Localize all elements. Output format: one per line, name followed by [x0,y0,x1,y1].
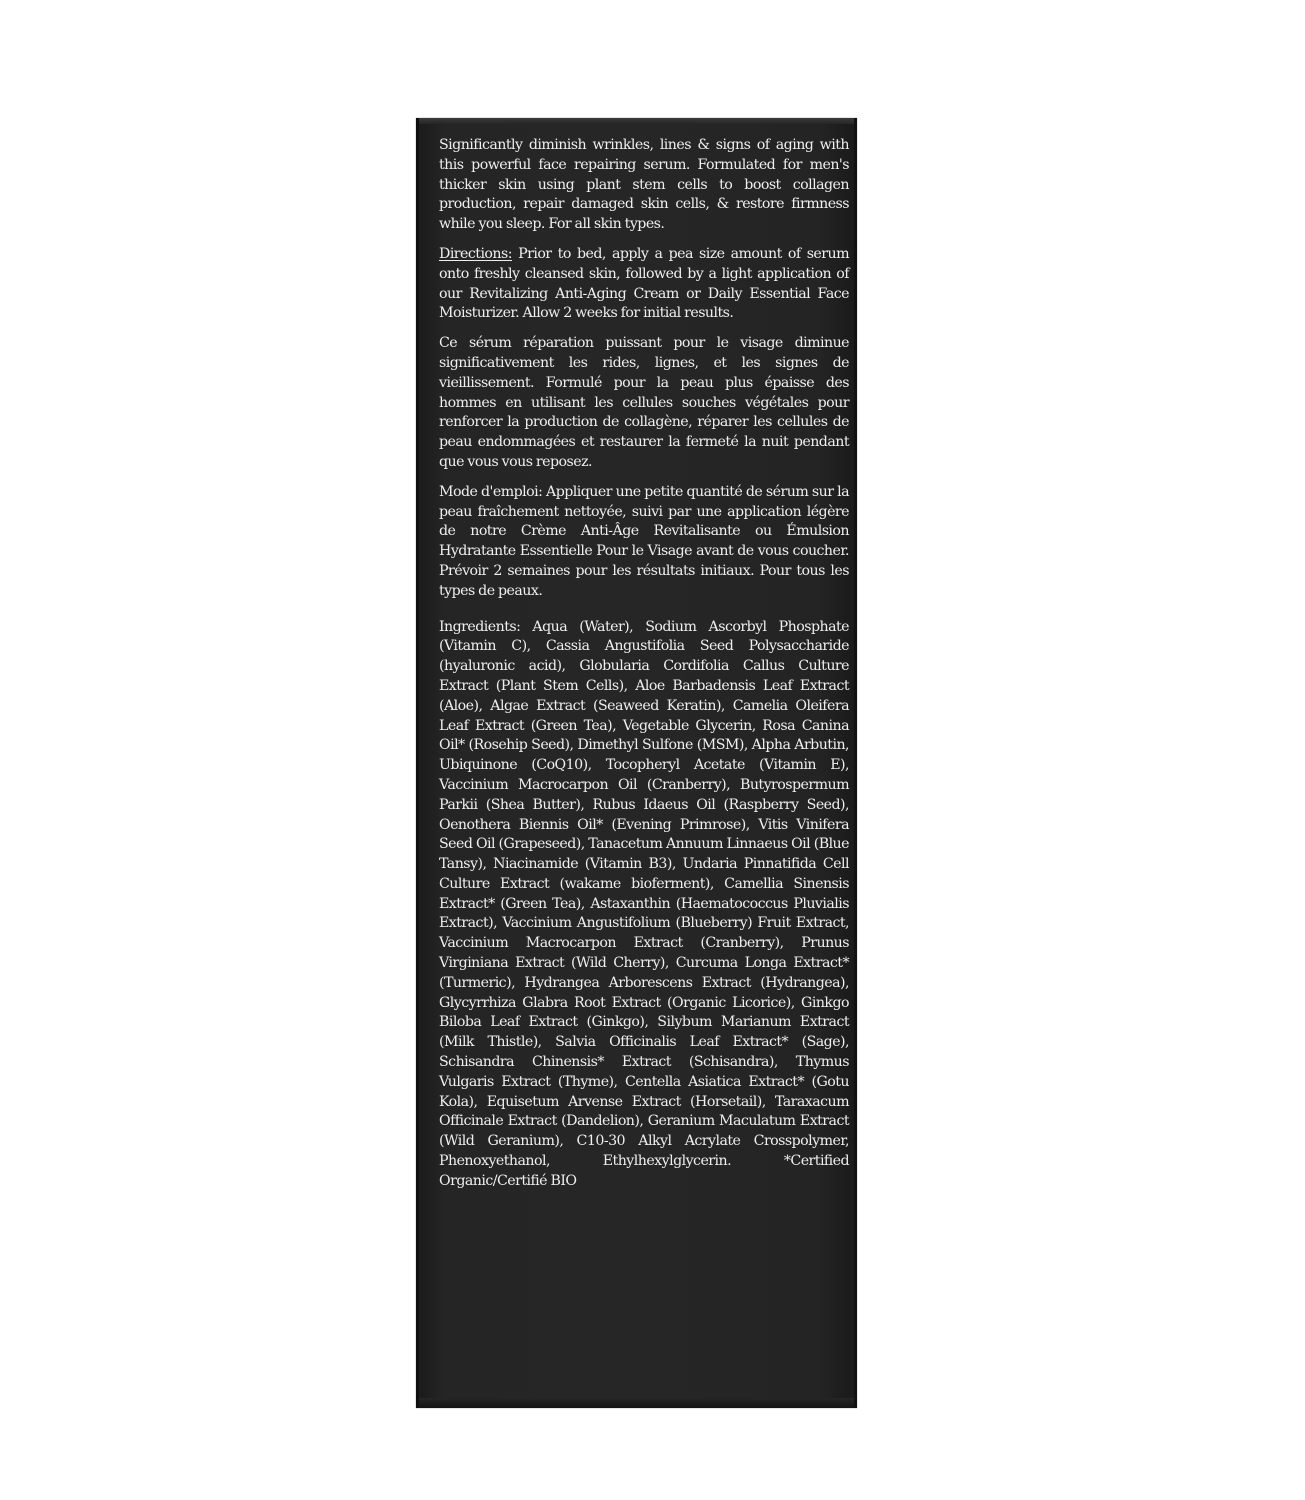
product-description: Significantly diminish wrinkles, lines & signs of aging with this powerful face repairing serum. Formulated for men's thicker skin using plant stem cells to boost collagen production, repair damaged skin cells, & restore firmness while you sleep. For all skin types. [439,137,849,233]
directions-paragraph [439,245,849,324]
ingredients-list: Ingredients: Aqua (Water), Sodium Ascorbyl Phosphate (Vitamin C), Cassia Angustifolia Seed Polysaccharide (hyaluronic acid), Globularia Cordifolia Callus Culture Extract (Plant Stem Cells), Aloe Barbadensis Leaf Extract (Aloe), Algae Extract (Seaweed Keratin), Camelia Oleifera Leaf Extract (Green Tea), Vegetable Glycerin, Rosa Canina Oil* (Rosehip Seed), Dimethyl Sulfone (MSM), Alpha Arbutin, Ubiquinone (CoQ10), Tocopheryl Acetate (Vitamin E), Vaccinium Macrocarpon Oil (Cranberry), Butyrospermum Parkii (Shea Butter), Rubus Idaeus Oil (Raspberry Seed), Oenothera Biennis Oil* (Evening Primrose), Vitis Vinifera Seed Oil (Grapeseed), Tanacetum Annuum Linnaeus Oil (Blue Tansy), Niacinamide (Vitamin B3), Undaria Pinnatifida Cell Culture Extract (wakame bioferment), Camellia Sinensis Extract* (Green Tea), Astaxanthin (Haematococcus Pluvialis Extract), Vaccinium Angustifolium (Blueberry) Fruit Extract, Vaccinium Macrocarpon Extract (Cranberry), Prunus Virginiana Extract (Wild Cherry), Curcuma Longa Extract* (Turmeric), Hydrangea Arborescens Extract (Hydrangea), Glycyrrhiza Glabra Root Extract (Organic Licorice), Ginkgo Biloba Leaf Extract (Ginkgo), Silybum Marianum Extract (Milk Thistle), Salvia Officinalis Leaf Extract* (Sage), Schisandra Chinensis* Extract (Schisandra), Thymus Vulgaris Extract (Thyme), Centella Asiatica Extract* (Gotu Kola), Equisetum Arvense Extract (Horsetail), Taraxacum Officinale Extract (Dandelion), Geranium Maculatum Extract (Wild Geranium), C10-30 Alkyl Acrylate Crosspolymer, Phenoxyethanol, Ethylhexylglycerin. *Certified Organic/Certifié BIO [439,618,849,1189]
french-description: Ce sérum réparation puissant pour le visage diminue significativement les rides, lignes, et les signes de vieillissement. Formulé pour la peau plus épaisse des hommes en utilisant les cellules souches végétales pour renforcer la production de collagène, réparer les cellules de peau endommagées et restaurer la fermeté la nuit pendant que vous vous reposez. [439,335,849,470]
label-text-block [439,136,849,1202]
directions-label: Directions: [439,245,512,262]
directions-text: Prior to bed, apply a pea size amount of serum onto freshly cleansed skin, followed by a light application of our Revitalizing Anti-Aging Cream or Daily Essential Face Moisturizer. Allow 2 weeks for initial results. [439,245,849,322]
french-directions: Mode d'emploi: Appliquer une petite quantité de sérum sur la peau fraîchement nettoyée, suivi par une application légère de notre Crème Anti-Âge Revitalisante ou Émulsion Hydratante Essentielle Pour le Visage avant de vous coucher. Prévoir 2 semaines pour les résultats initiaux. Pour tous les types de peaux. [439,483,849,599]
product-box-back-panel [416,118,857,1408]
